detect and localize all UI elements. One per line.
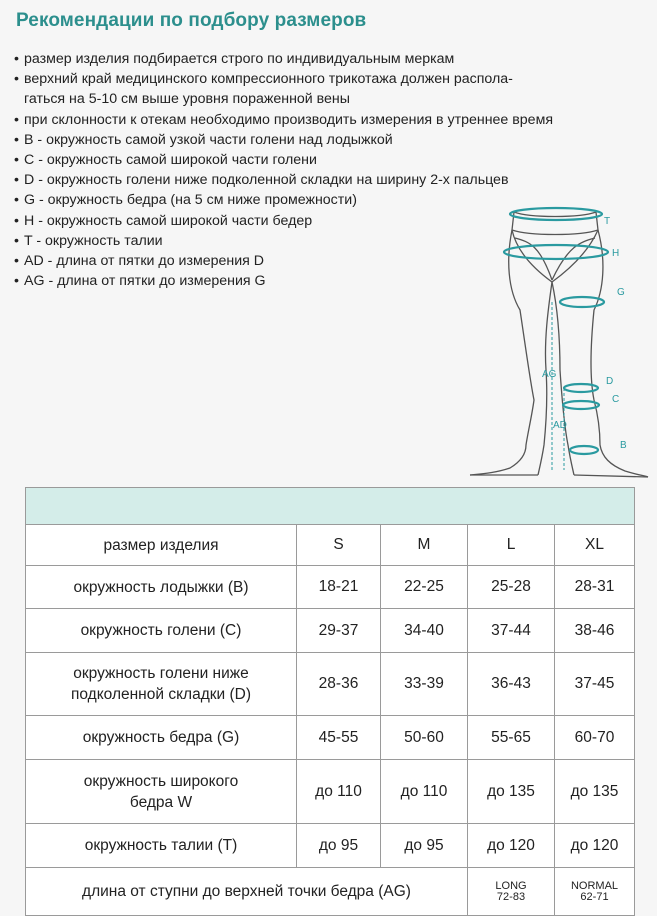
bullet-item: • B - окружность самой узкой части голени над лодыжкой [14,131,393,148]
row-label-line: бедра W [129,793,193,811]
length-row-label: длина от ступни до верхней точки бедра (AG) [26,868,468,916]
cell-value: 28-36 [297,653,381,716]
label-h: H [612,248,620,259]
cell-value: 29-37 [297,609,381,653]
cell-value: до 120 [555,824,635,868]
table-row [26,760,635,824]
left-leg-outline [470,230,534,475]
cell-value: до 135 [468,760,555,824]
cell-value: 37-44 [468,609,555,653]
cell-value: 34-40 [381,609,468,653]
size-l-header: L [468,525,555,566]
table-row [26,868,635,916]
calf-measure-line [563,401,599,409]
label-ad: AD [553,420,567,431]
cell-value: до 135 [555,760,635,824]
bullet-item: • H - окружность самой широкой части бедер [14,212,313,229]
cell-value: до 110 [297,760,381,824]
label-t: T [604,216,611,227]
cell-value: до 120 [468,824,555,868]
bullet-item: • размер изделия подбирается строго по индивидуальным меркам [14,51,455,67]
label-c: C [612,394,620,405]
cell-value: 55-65 [468,716,555,760]
cell-value: 36-43 [468,653,555,716]
cell-value: 50-60 [381,716,468,760]
cell-value: 45-55 [297,716,381,760]
normal-length-cell [555,868,635,916]
bullet-item: • верхний край медицинского компрессионного трикотажа должен распола- [14,71,513,88]
cell-value: до 95 [381,824,468,868]
bullet-item: • G - окружность бедра (на 5 см ниже промежности) [14,192,357,209]
row-label: окружность бедра (G) [26,716,297,760]
size-m-header: M [381,525,468,566]
long-label: LONG [495,879,527,892]
row-label-line: окружность голени ниже [73,665,249,682]
label-d: D [606,376,614,387]
row-label-line: подколенной складки (D) [71,686,251,703]
row-label: окружность голени (C) [26,609,297,653]
cell-value: 60-70 [555,716,635,760]
row-label-line: окружность широкого [83,772,239,790]
briefs-outline [512,212,598,235]
cell-value: 37-45 [555,653,635,716]
table-row [26,566,635,609]
bullet-item: • T - окружность талии [14,232,163,249]
bullet-item: • D - окружность голени ниже подколенной складки на ширину 2-х пальцев [14,172,509,189]
size-s-header: S [297,525,381,566]
table-row [26,609,635,653]
row-label [26,760,297,824]
size-chart-table [25,487,635,916]
cell-value: 28-31 [555,566,635,609]
cell-value: 33-39 [381,653,468,716]
table-row [26,824,635,868]
bullet-item-continuation: гаться на 5-10 см выше уровня пораженной вены [24,91,350,108]
legs-measurement-figure [460,200,650,480]
table-header-cell [26,488,635,525]
row-label [26,653,297,716]
table-header-fill-row [26,488,635,525]
long-value: 72-83 [496,890,526,903]
cell-value: 18-21 [297,566,381,609]
cell-value: до 95 [297,824,381,868]
cell-value: 38-46 [555,609,635,653]
hip-measure-line [504,245,608,259]
row-label: окружность лодыжки (B) [26,566,297,609]
label-ag: AG [542,369,557,380]
bullet-item: • C - окружность самой широкой части голени [14,152,317,169]
page-title: Рекомендации по подбору размеров [16,10,367,31]
row-label: окружность талии (T) [26,824,297,868]
cell-value: 25-28 [468,566,555,609]
label-g: G [617,287,625,298]
bullet-item: • AG - длина от пятки до измерения G [14,273,266,290]
size-label-cell: размер изделия [26,525,297,566]
table-row [26,525,635,566]
normal-value: 62-71 [580,890,609,903]
long-length-cell [468,868,555,916]
label-b: B [620,440,627,451]
normal-label: NORMAL [570,879,619,892]
bullet-item: • при склонности к отекам необходимо производить измерения в утреннее время [14,111,554,128]
size-xl-header: XL [555,525,635,566]
cell-value: до 110 [381,760,468,824]
table-row [26,653,635,716]
table-row [26,716,635,760]
bullet-item: • AD - длина от пятки до измерения D [14,253,265,270]
ankle-measure-line [570,446,598,454]
cell-value: 22-25 [381,566,468,609]
knee-measure-line [564,384,598,392]
